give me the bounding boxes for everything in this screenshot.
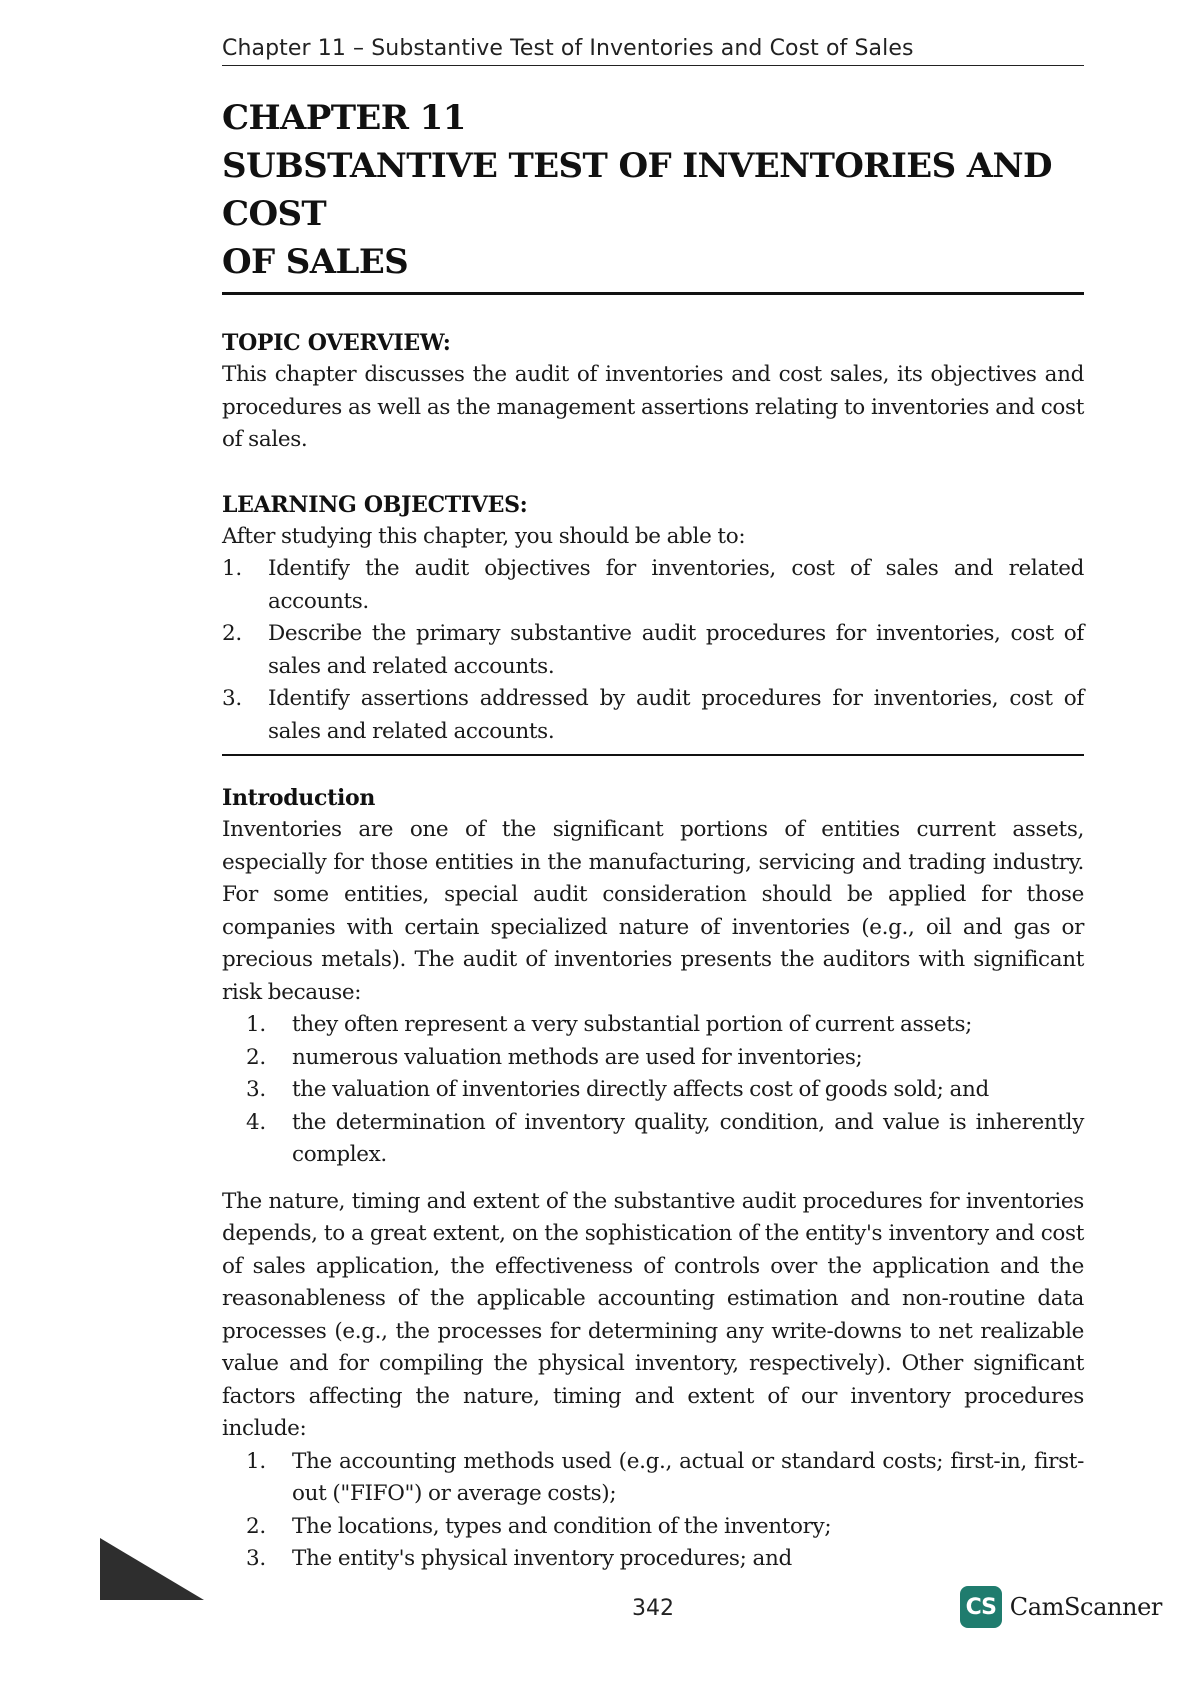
chapter-number: CHAPTER 11	[222, 98, 466, 138]
scan-shadow	[100, 1538, 204, 1600]
topic-overview-heading: TOPIC OVERVIEW:	[222, 330, 451, 356]
learning-objectives-heading: LEARNING OBJECTIVES:	[222, 491, 528, 518]
list-item: 4. the determination of inventory quality, condition, and value is inherently complex.	[246, 1109, 1084, 1167]
factor-list	[222, 1446, 1084, 1576]
chapter-title-line-2: OF SALES	[222, 242, 409, 282]
list-item: 1. they often represent a very substantial portion of current assets;	[246, 1012, 973, 1037]
introduction-paragraph-1: Inventories are one of the significant portions of entities current assets, especially for those entities in the manufacturing, servicing and trading industry. For some entities, special audit consideration should be applied for those companies with certain specialized nature of inventories (e.g., oil and gas or precious metals). The audit of inventories presents the auditors with significant risk because:	[222, 817, 1084, 1005]
risk-list	[222, 1009, 1084, 1172]
list-item: 1. Identify the audit objectives for inventories, cost of sales and related accounts.	[222, 556, 1084, 614]
learning-objectives-list	[222, 553, 1084, 748]
running-header: Chapter 11 – Substantive Test of Inventories and Cost of Sales	[222, 30, 1084, 66]
introduction-paragraph-2: The nature, timing and extent of the substantive audit procedures for inventories depends, to a great extent, on the sophistication of the entity's inventory and cost of sales application, the effectiveness of controls over the application and the reasonableness of the applicable accounting estimation and non-routine data processes (e.g., the processes for determining any write-downs to net realizable value and for compiling the physical inventory, respectively). Other significant factors affecting the nature, timing and extent of our inventory procedures include:	[222, 1188, 1084, 1441]
list-item: 1. The accounting methods used (e.g., actual or standard costs; first-in, first-out ("FIFO") or average costs);	[246, 1448, 1084, 1506]
learning-objectives-intro: After studying this chapter, you should be able to:	[222, 523, 746, 549]
camscanner-logo-icon: CS	[960, 1586, 1002, 1628]
page-number: 342	[632, 1596, 674, 1621]
camscanner-watermark	[960, 1586, 1162, 1628]
list-item: 2. numerous valuation methods are used for inventories;	[246, 1044, 863, 1070]
list-item: 2. Describe the primary substantive audit procedures for inventories, cost of sales and related accounts.	[222, 621, 1084, 679]
list-item: 3. Identify assertions addressed by audit procedures for inventories, cost of sales and related accounts.	[222, 686, 1084, 744]
chapter-title	[222, 94, 1084, 286]
camscanner-name: CamScanner	[1009, 1593, 1162, 1621]
list-item: 3. the valuation of inventories directly affects cost of goods sold; and	[246, 1077, 989, 1102]
chapter-title-line-1: SUBSTANTIVE TEST OF INVENTORIES AND COST	[222, 146, 1052, 234]
list-item: 3. The entity's physical inventory procedures; and	[246, 1546, 792, 1571]
topic-overview-text: This chapter discusses the audit of inventories and cost sales, its objectives and procedures as well as the management assertions relating to inventories and cost of sales.	[222, 362, 1084, 452]
list-item: 2. The locations, types and condition of the inventory;	[246, 1513, 832, 1539]
introduction-heading: Introduction	[222, 785, 376, 811]
